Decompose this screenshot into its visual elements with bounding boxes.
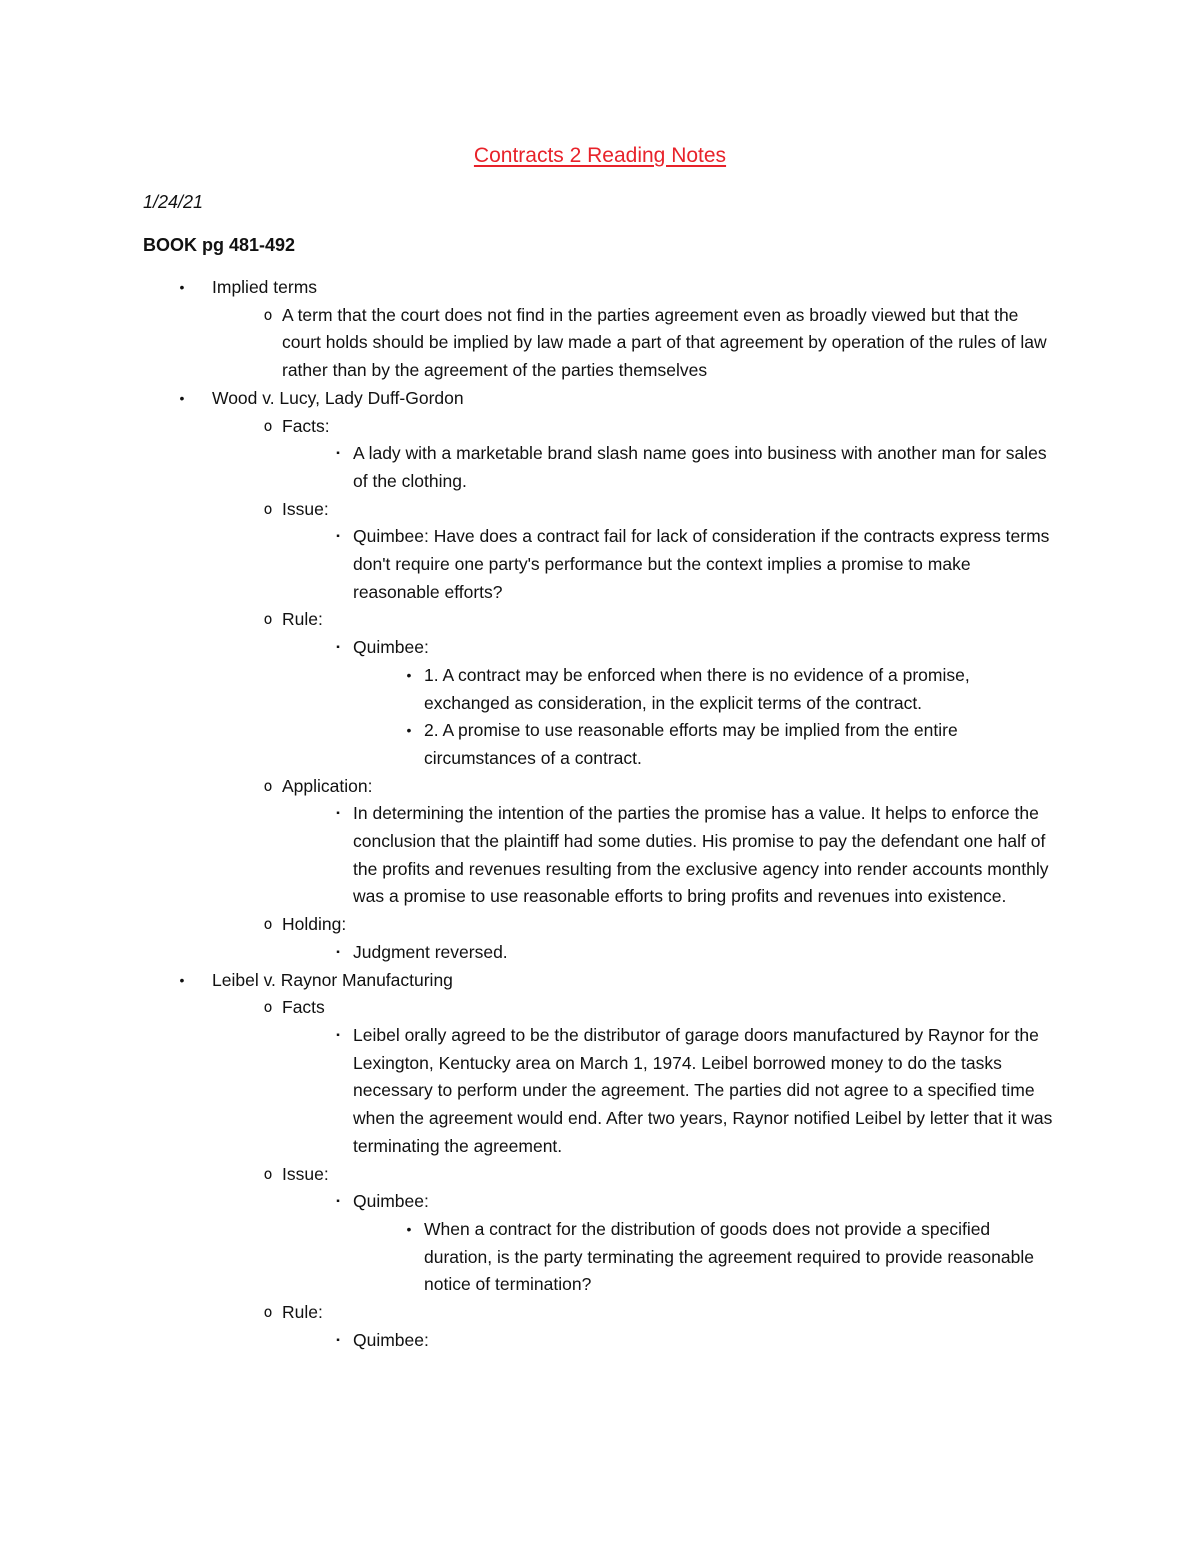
detail-text: Quimbee: Have does a contract fail for lack of consideration if the contracts express terms don't require one party's performance but the context implies a promise to make reasonable efforts?	[353, 526, 1050, 602]
bullet-square-icon: ▪	[336, 1196, 340, 1208]
bullet-circle-icon: o	[263, 610, 273, 629]
outline-detail	[282, 523, 1060, 606]
detail-text: In determining the intention of the parties the promise has a value. It helps to enforce the conclusion that the plaintiff had some duties. His promise to pay the defendant one half of the profits and revenues resulting from the exclusive agency into render accounts monthly was a promise to use reasonable efforts to bring profits and revenues into existence.	[353, 803, 1049, 907]
detail-text: Quimbee:	[353, 637, 429, 658]
bullet-disc-icon: •	[179, 389, 185, 406]
bullet-circle-icon: o	[263, 499, 273, 518]
subitem-text: Issue:	[282, 498, 329, 519]
bullet-disc-icon: •	[179, 971, 185, 988]
outline-topic	[0, 967, 1200, 1355]
bullet-circle-icon: o	[263, 305, 273, 324]
subitem-text: Facts	[282, 997, 325, 1018]
outline-subitem	[212, 606, 1060, 772]
point-text: 2. A promise to use reasonable efforts may be implied from the entire circumstances of a contract.	[424, 720, 958, 768]
outline-topic	[0, 385, 1200, 967]
bullet-square-icon: ▪	[336, 448, 340, 460]
detail-text: Judgment reversed.	[353, 941, 508, 962]
outline-subitem	[212, 911, 1060, 966]
subitem-text: Issue:	[282, 1163, 329, 1184]
outline-subitem	[212, 496, 1060, 607]
outline-subitem	[212, 773, 1060, 912]
detail-text: Leibel orally agreed to be the distributor of garage doors manufactured by Raynor for the Lexington, Kentucky area on March 1, 1974. Leibel borrowed money to do the tasks necessary to perform under the agreement. The parties did not agree to a specified time when the agreement would end. After two years, Raynor notified Leibel by letter that it was terminating the agreement.	[353, 1024, 1053, 1156]
bullet-circle-icon: o	[263, 915, 273, 934]
bullet-circle-icon: o	[263, 1303, 273, 1322]
outline-detail	[282, 634, 1060, 773]
bullet-circle-icon: o	[263, 1164, 273, 1183]
bullet-square-icon: ▪	[336, 1334, 340, 1346]
subitem-text: Rule:	[282, 1302, 323, 1323]
outline-subitem	[212, 1161, 1060, 1300]
outline-subitem	[212, 413, 1060, 496]
detail-text: A lady with a marketable brand slash name goes into business with another man for sales of the clothing.	[353, 443, 1047, 491]
outline-topic	[0, 274, 1200, 385]
document-title: Contracts 2 Reading Notes	[473, 144, 727, 167]
outline-subitem	[212, 1299, 1060, 1354]
outline-detail	[282, 800, 1060, 911]
bullet-disc-icon: •	[406, 666, 412, 683]
subitem-text: Application:	[282, 775, 373, 796]
outline-detail	[282, 1188, 1060, 1299]
bullet-disc-icon: •	[406, 1220, 412, 1237]
outline-detail	[282, 1327, 1060, 1355]
bullet-circle-icon: o	[263, 416, 273, 435]
outline-detail	[282, 1022, 1060, 1161]
bullet-square-icon: ▪	[336, 642, 340, 654]
topic-label: Leibel v. Raynor Manufacturing	[212, 969, 453, 990]
bullet-square-icon: ▪	[336, 946, 340, 958]
outline-subitem	[212, 302, 1060, 385]
notes-outline	[0, 274, 1200, 1354]
detail-text: Quimbee:	[353, 1191, 429, 1212]
outline-subitem	[212, 994, 1060, 1160]
outline-detail	[282, 440, 1060, 495]
bullet-square-icon: ▪	[336, 1029, 340, 1041]
subitem-text: Rule:	[282, 609, 323, 630]
point-text: 1. A contract may be enforced when there is no evidence of a promise, exchanged as consideration, in the explicit terms of the contract.	[424, 664, 970, 713]
bullet-square-icon: ▪	[336, 808, 340, 820]
bullet-circle-icon: o	[263, 998, 273, 1017]
subitem-text: Holding:	[282, 914, 347, 935]
bullet-circle-icon: o	[263, 776, 273, 795]
outline-point	[353, 662, 1060, 717]
outline-detail	[282, 939, 1060, 967]
detail-text: Quimbee:	[353, 1329, 429, 1350]
point-text: When a contract for the distribution of goods does not provide a specified duration, is the party terminating the agreement required to provide reasonable notice of termination?	[424, 1218, 1034, 1295]
book-pages-heading: BOOK pg 481-492	[143, 235, 296, 255]
bullet-square-icon: ▪	[336, 531, 340, 543]
outline-point	[353, 1216, 1060, 1299]
bullet-disc-icon: •	[179, 279, 185, 295]
notes-date: 1/24/21	[143, 192, 204, 212]
bullet-disc-icon: •	[406, 722, 412, 739]
subitem-text: A term that the court does not find in the parties agreement even as broadly viewed but that the court holds should be implied by law made a part of that agreement by operation of the rules of law rather than by the agreement of the parties themselves	[282, 304, 1047, 381]
outline-point	[353, 717, 1060, 772]
subitem-text: Facts:	[282, 415, 330, 436]
topic-label: Wood v. Lucy, Lady Duff-Gordon	[212, 387, 464, 408]
topic-label: Implied terms	[212, 277, 318, 297]
